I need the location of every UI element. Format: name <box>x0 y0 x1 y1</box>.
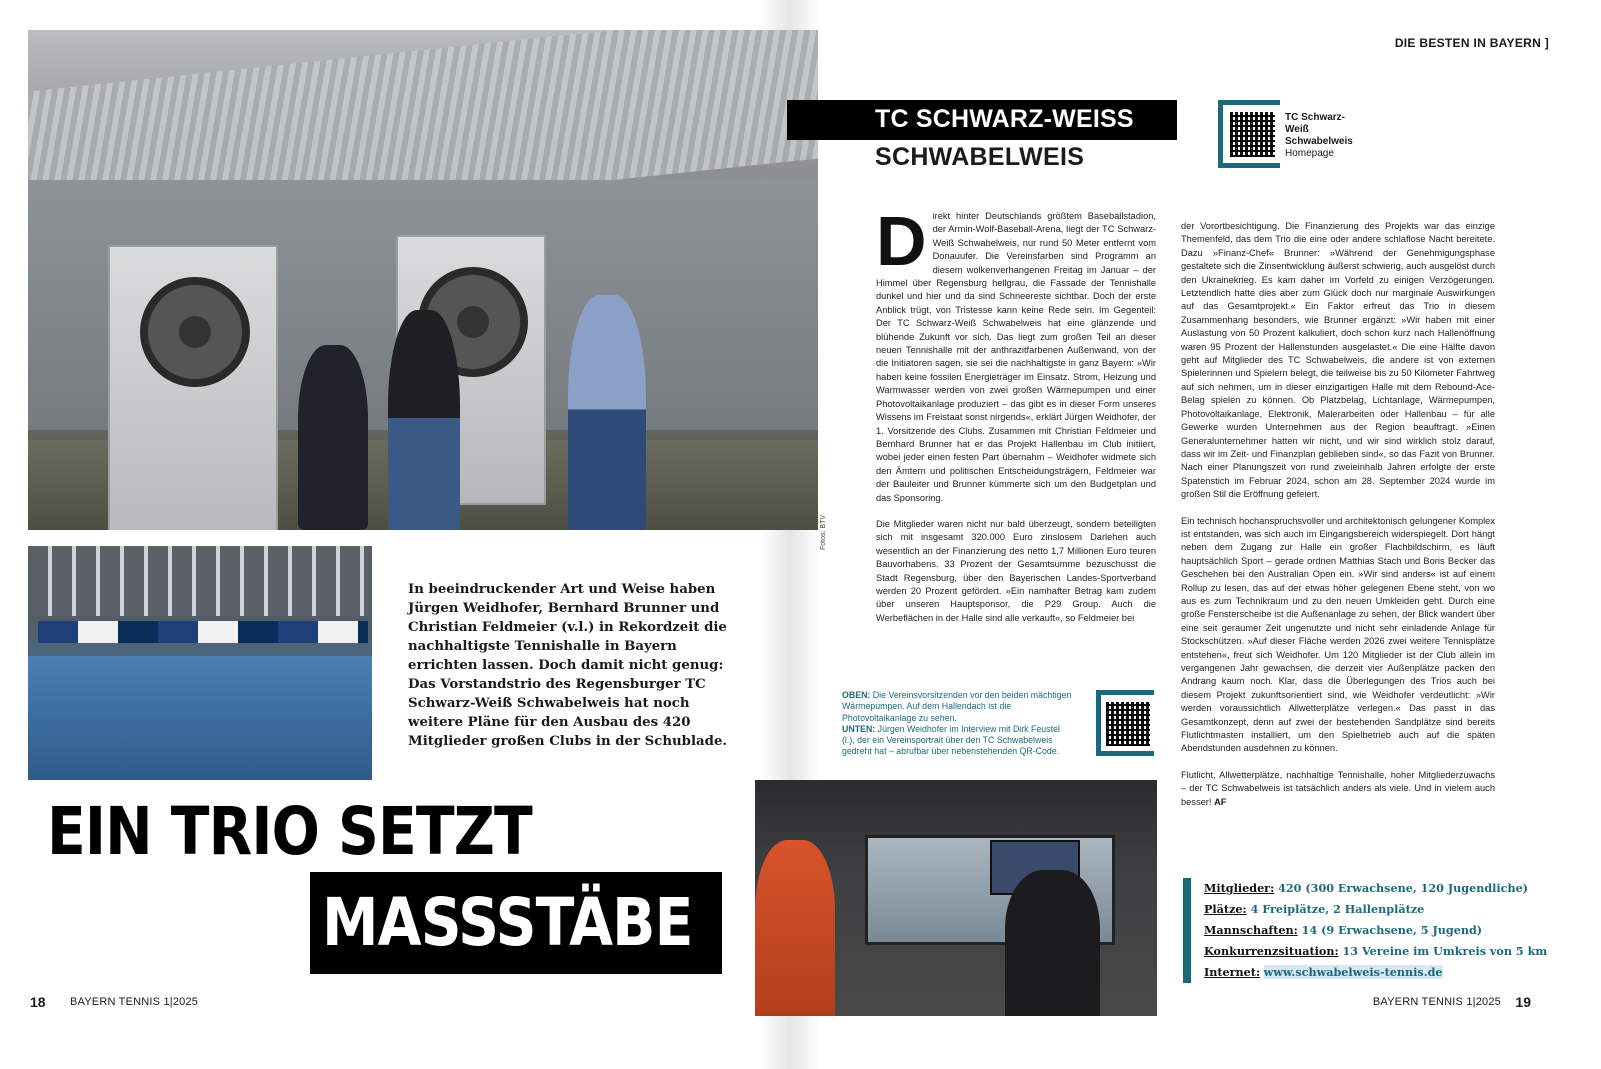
drop-cap: D <box>876 202 927 280</box>
headline-line-1: EIN TRIO SETZT <box>47 793 532 870</box>
blue-court <box>28 656 372 780</box>
fact-row-members: Mitglieder: 420 (300 Erwachsene, 120 Jugendliche) <box>1204 881 1529 895</box>
fact-row-internet: Internet: www.schwabelweis-tennis.de <box>1204 965 1443 979</box>
sponsor-banners <box>38 621 368 643</box>
interviewer <box>755 840 835 1016</box>
facts-box <box>1183 878 1548 983</box>
person-left <box>298 345 368 530</box>
club-title-line-2: SCHWABELWEIS <box>875 143 1085 171</box>
page-number-left: 18 <box>30 994 46 1010</box>
indoor-hall-photo <box>28 540 378 780</box>
article-column-2: der Vorortbesichtigung. Die Finanzierung des Projekts war das einzige Themenfeld, das dem Trio die eine oder andere schlaflose Nacht bereitete. Dazu »Finanz-Chef« Brunner: »Während der Genehmigungsphase gestaltete sich die Zinsentwicklung äußerst schwierig, auch ausgelöst durch den Ukrainekrieg. Es kam daher im Vorfeld zu einigen Verzögerungen. Letztendlich hatte dies aber zum Glück doch nur marginale Auswirkungen auf das Gesamtprojekt.« Ein Faktor erfreut das Trio in diesem Zusammenhang besonders, wie Brunner ergänzt: »Wir haben mit einer Auslastung von 50 Prozent kalkuliert, doch schon kurz nach Hallenöffnung waren 95 Prozent der Hallenstunden ausgelastet.« Die eine Hälfte davon geht auf Mitglieder des TC Schwabelweis, die andere ist von externen Spielerinnen und Spielern belegt, die teilweise bis zu 50 Kilometer Fahrtweg auf sich nehmen, um in dieser einzigartigen Halle mit dem Rebound-Ace-Belag spielen zu können. Ob Platzbelag, Lichtanlage, Wärmepumpen, Photovoltaikanlage, Elektronik, Malerarbeiten oder Hallenbau – für alle Gewerke wurden Unternehmen aus der Region beauftragt. »Einen Generalunternehmer hatten wir nicht, und wir sind wirklich stolz darauf, dass wir im Zeit- und Finanzplan geblieben sind«, so das Fazit von Brunner. Nach einer Planungszeit von rund zweieinhalb Jahren erfolgte der erste Spatenstich im Februar 2024, schon am 28. September 2024 wurde im großen Stil die Eröffnung gefeiert. Ein technisch hochanspruchsvoller und architektonisch gelungener Komplex ist entstanden, was sich auch im Eingangsbereich widerspiegelt. Dort hängt neben dem Zugang zur Halle ein großer Flachbildschirm, es läuft hauptsächlich Sport – gerade ordnen Matthias Stach und Boris Becker das Geschehen bei den Australian Open ein. »Wir sind anders« ist auf einem Rollup zu lesen, das auf der etwas höher gelegenen Ebene steht, von wo aus es zum Technikraum und zu den neuen Umkleiden geht. Durch eine große Fensterscheibe ist die Außenanlage zu sehen, der Blick wandert über eine seit geraumer Zeit ungenutzte und nicht sehr einladende Anlage für Stockschützen. »Auf dieser Fläche werden 2026 zwei weitere Tennisplätze entstehen«, freut sich Weidhofer. Um 120 Mitglieder ist der Club allein im vergangenen Jahr gewachsen, die derzeit vier Außenplätze packen den Andrang kaum noch. Klar, dass die Überlegungen des Trios auch bei diesem Projekt zukunftsorientiert sind, wie Weidhofer verdeutlicht: »Wir werden voraussichtlich Allwetterplätze verlegen.« Das passt in das Gesamtkonzept, denn auf zwei der bestehenden Sandplätze sind bereits Flutlichtmasten installiert, um den Spielbetrieb auch auf die späten Abendstunden ausdehnen zu können. Flutlicht, Allwetterplätze, nachhaltige Tennishalle, hoher Mitgliederzuwachs – der TC Schwabelweis ist tatsächlich anders als viele. Und in vielem auch besser! AF <box>1181 221 1495 807</box>
headline-line-2-box <box>310 872 722 974</box>
photo-credit: Fotos: BTV <box>820 514 827 550</box>
intro-text: In beeindruckender Art und Weise haben Jürgen Weidhofer, Bernhard Brunner und Christian Feldmeier (v.l.) in Rekordzeit die nachhaltigste Tennishalle in Bayern errichten lassen. Doch damit nicht genug: Das Vorstandstrio des Regensburger TC Schwarz-Weiß Schwabelweis hat noch weitere Pläne für den Ausbau des 420 Mitglieder großen Clubs in der Schublade. <box>408 582 728 749</box>
section-tag: DIE BESTEN IN BAYERN ] <box>1394 36 1549 50</box>
interviewee <box>1005 870 1100 1016</box>
qr-code-video-icon[interactable] <box>1106 702 1150 746</box>
qr-code-homepage-icon[interactable] <box>1230 112 1275 157</box>
author-initials: AF <box>1214 796 1227 807</box>
page-number-right: 19 <box>1515 994 1531 1010</box>
club-title-line-1: TC SCHWARZ-WEISS <box>787 100 1177 140</box>
interview-photo <box>755 780 1157 1016</box>
heat-pump-left <box>108 245 278 530</box>
fact-row-courts: Plätze: 4 Freiplätze, 2 Hallenplätze <box>1204 902 1425 916</box>
magazine-issue-left: BAYERN TENNIS 1|2025 <box>70 996 199 1008</box>
photo-captions: OBEN: Die Vereinsvorsitzenden vor den beiden mächtigen Wärmepumpen. Auf dem Hallendach ist die Photovoltaikanlage zu sehen. UNTEN: Jürgen Weidhofer im Interview mit Dirk Feustel (l.), der ein Vereinsportrait über den TC Schwabelweis gedreht hat – abrufbar über nebenstehenden QR-Code. <box>842 690 1072 757</box>
article-column-1: Direkt hinter Deutschlands größtem Baseballstadion, der Armin-Wolf-Baseball-Arena, liegt der TC Schwarz-Weiß Schwabelweis, nur rund 50 Meter entfernt vom Donauufer. Die Vereinsfarben sind Programm an diesem wolkenverhangenen Freitag im Januar – der Himmel über Regensburg hellgrau, die Fassade der Tennishalle dunkel und hier und da sind Schneereste sichtbar. Doch der erste Anblick trügt, von Tristesse kann keine Rede sein. Im Gegenteil: Der TC Schwarz-Weiß Schwabelweis hat eine glänzende und blühende Zukunft vor sich. Das liegt zum großen Teil an dieser neuen Tennishalle mit der anthrazitfarbenen Außenwand, von der die Initiatoren sagen, sie sei die nachhaltigste in ganz Bayern: »Wir haben keine fossilen Energieträger im Einsatz. Strom, Heizung und Warmwasser werden von zwei großen Wärmepumpen und einer Photovoltaikanlage produziert – das gibt es in dieser Form unseres Wissens im Freistaat sonst nirgends«, erklärt Jürgen Weidhofer, der 1. Vorsitzende des Clubs. Zusammen mit Christian Feldmeier und Bernhard Brunner hat er das Projekt Hallenbau im Club initiiert, wobei jeder einen festen Part übernahm – Weidhofer widmete sich den Ämtern und politischen Entscheidungsträgern, Feldmeier war der Bauleiter und Brunner kümmerte sich um den Budgetplan und das Sponsoring. Die Mitglieder waren nicht nur bald überzeugt, sondern beteiligten sich mit insgesamt 320.000 Euro zinslosem Darlehen auch wesentlich an der Finanzierung des netto 1,7 Millionen Euro teuren Bauvorhabens. 33 Prozent der Gesamtsumme bezuschusst die Stadt Regensburg, über den Bayerischen Landes-Sportverband werden 20 Prozent gefördert. »Ein namhafter Betrag kam zudem über unseren Hauptsponsor, die P29 Group. Auch die Werbeflächen in der Halle sind alle verkauft«, so Feldmeier bei <box>876 202 1156 623</box>
fact-row-teams: Mannschaften: 14 (9 Erwachsene, 5 Jugend) <box>1204 923 1483 937</box>
main-photo-heat-pumps <box>28 30 818 530</box>
website-link[interactable]: www.schwabelweis-tennis.de <box>1263 965 1443 979</box>
headline-line-2: MASSSTÄBE <box>322 884 693 961</box>
person-right <box>568 295 646 530</box>
qr-caption-homepage: TC Schwarz- Weiß Schwabelweis Homepage <box>1285 112 1353 159</box>
fact-row-competition: Konkurrenzsituation: 13 Vereine im Umkreis von 5 km <box>1204 944 1548 958</box>
magazine-issue-right: BAYERN TENNIS 1|2025 <box>1372 996 1501 1008</box>
person-middle <box>388 310 460 530</box>
